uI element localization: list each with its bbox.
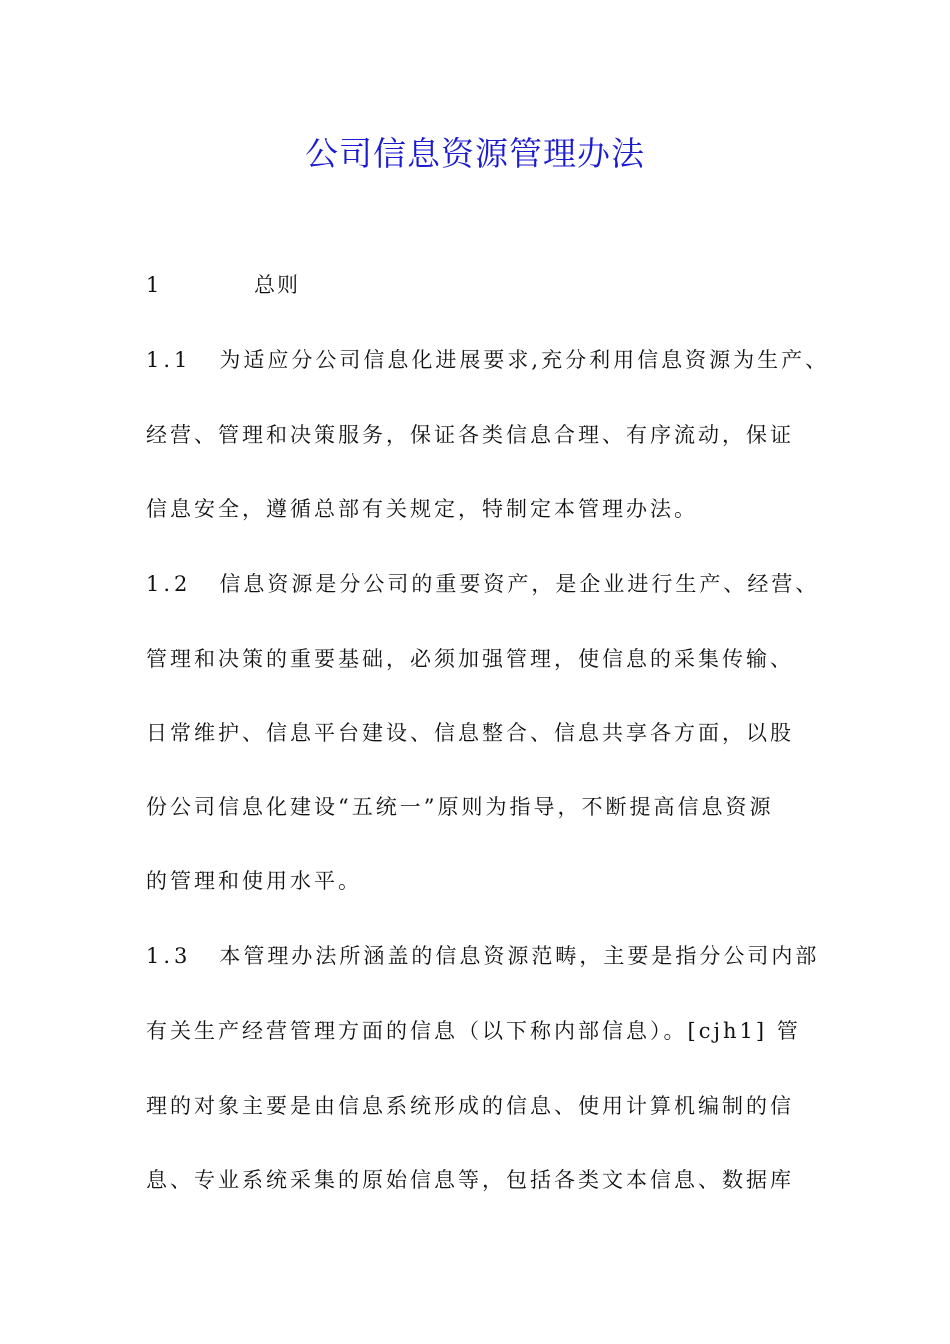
paragraph-line [146, 569, 826, 599]
paragraph-line [146, 792, 826, 822]
line-text: 理的对象主要是由信息系统形成的信息、使用计算机编制的信 [146, 1094, 794, 1118]
line-text: 信息资源是分公司的重要资产，是企业进行生产、经营、 [219, 572, 820, 596]
line-text: 为适应分公司信息化进展要求,充分利用信息资源为生产、 [219, 348, 830, 372]
line-text: 本管理办法所涵盖的信息资源范畴，主要是指分公司内部 [219, 944, 820, 968]
line-text: 息、专业系统采集的原始信息等，包括各类文本信息、数据库 [146, 1168, 794, 1192]
paragraph-line [146, 494, 826, 524]
line-text: 的管理和使用水平。 [146, 869, 362, 893]
line-text: 经营、管理和决策服务，保证各类信息合理、有序流动，保证 [146, 423, 794, 447]
document-title: 公司信息资源管理办法 [305, 134, 645, 173]
paragraph-line [146, 644, 826, 674]
section-number: 1 [146, 273, 160, 297]
paragraph-line [146, 1091, 826, 1121]
line-text: 信息安全，遵循总部有关规定，特制定本管理办法。 [146, 497, 698, 521]
section-title: 总则 [254, 273, 300, 297]
clause-number: 1.1 [146, 348, 192, 372]
clause-number: 1.2 [146, 572, 192, 596]
paragraph-line [146, 866, 826, 896]
clause-number: 1.3 [146, 944, 192, 968]
paragraph-line [146, 1016, 826, 1046]
paragraph-line [146, 420, 826, 450]
paragraph-line [146, 718, 826, 748]
line-text: 日常维护、信息平台建设、信息整合、信息共享各方面，以股 [146, 721, 794, 745]
paragraph-line [146, 941, 826, 971]
line-text: 有关生产经营管理方面的信息（以下称内部信息）。[cjh1] 管 [146, 1019, 801, 1043]
line-text: 管理和决策的重要基础，必须加强管理，使信息的采集传输、 [146, 647, 794, 671]
line-text: 份公司信息化建设“五统一”原则为指导，不断提高信息资源 [146, 795, 774, 819]
paragraph-line [146, 345, 830, 375]
paragraph-line [146, 1165, 826, 1195]
